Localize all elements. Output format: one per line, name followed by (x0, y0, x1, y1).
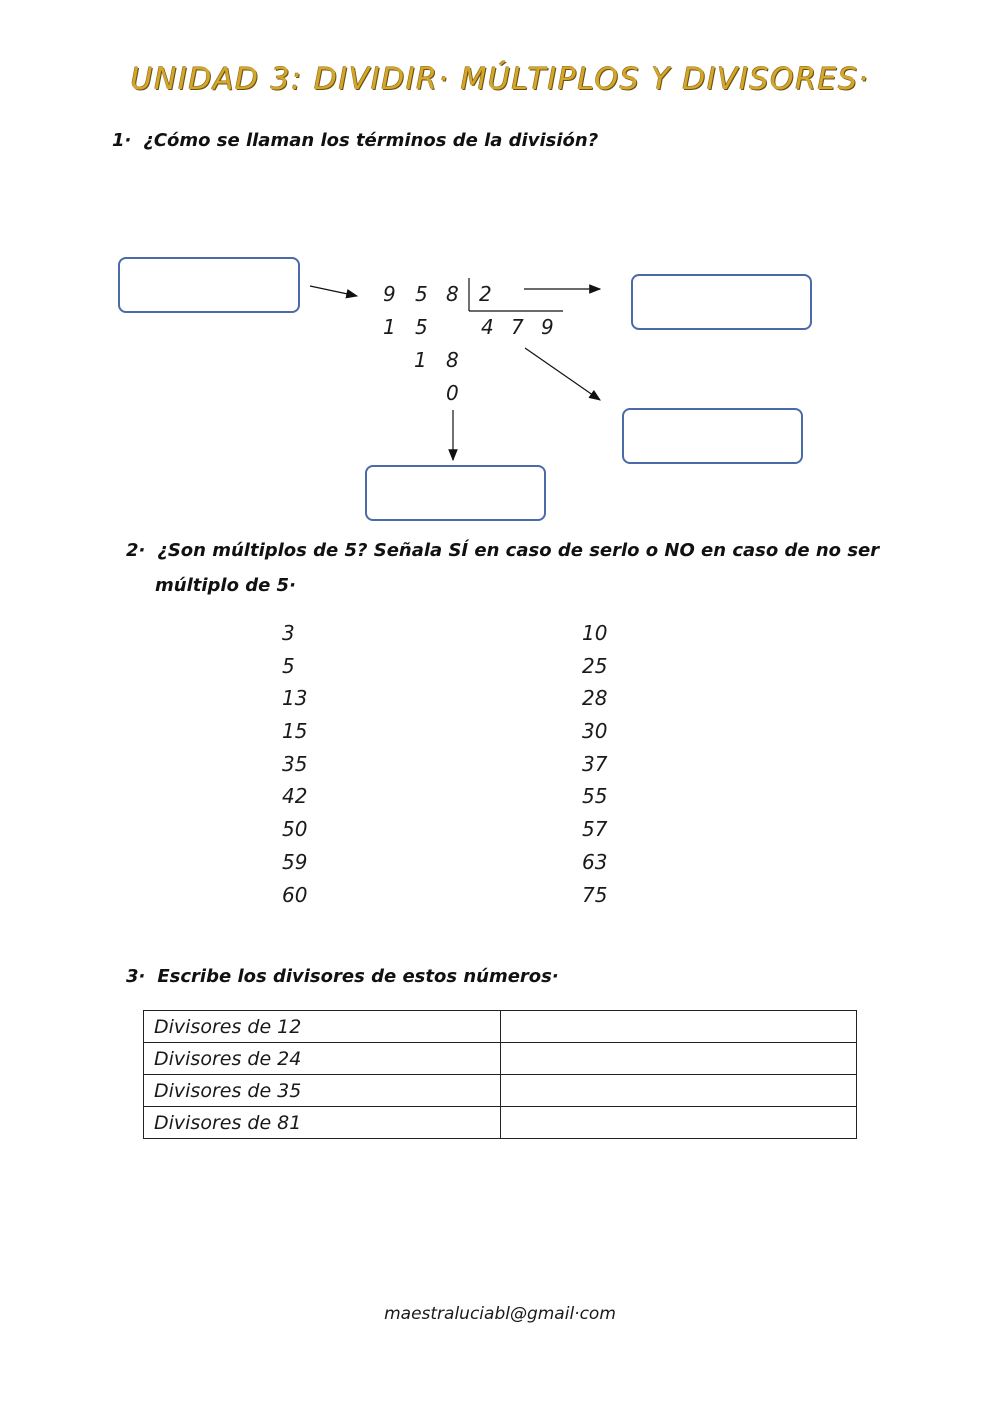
divisors-answer-cell[interactable] (501, 1043, 857, 1075)
divisors-label: Divisores de 12 (144, 1011, 501, 1043)
number-item: 13 (282, 686, 308, 711)
number-item: 3 (282, 621, 295, 645)
step-digit: 1 (383, 315, 396, 339)
divisor-digit: 2 (479, 282, 492, 306)
number-item: 42 (282, 784, 308, 809)
dividend-digit: 9 (383, 282, 396, 306)
quotient-digit: 7 (511, 315, 524, 339)
number-item: 37 (582, 751, 608, 776)
division-lines (0, 0, 1000, 560)
page-title: UNIDAD 3: DIVIDIR· MÚLTIPLOS Y DIVISORES· (130, 62, 870, 97)
divisors-answer-cell[interactable] (501, 1011, 857, 1043)
number-item: 35 (282, 751, 308, 776)
multiples-left-column (282, 617, 307, 911)
remainder-digit: 0 (446, 381, 459, 405)
question-2 (126, 540, 879, 561)
number-item: 5 (282, 653, 295, 678)
question-2-number: 2· (126, 540, 146, 561)
question-3 (126, 966, 559, 987)
divisors-label: Divisores de 35 (144, 1075, 501, 1107)
multiples-right-column (582, 617, 607, 911)
number-item: 59 (282, 849, 308, 874)
question-1-number: 1· (112, 130, 132, 151)
dividend-arrow (310, 286, 357, 296)
quotient-digit: 9 (541, 315, 554, 339)
step-digit: 8 (446, 348, 459, 372)
number-item: 28 (582, 686, 608, 711)
table-row (144, 1043, 857, 1075)
dividend-digit: 8 (446, 282, 459, 306)
step-digit: 1 (414, 348, 427, 372)
divisors-table (143, 1010, 857, 1139)
dividend-digit: 5 (415, 282, 428, 306)
footer-email: maestraluciabl@gmail·com (384, 1304, 616, 1324)
question-1-text: ¿Cómo se llaman los términos de la división? (143, 130, 599, 151)
quotient-arrow (525, 348, 600, 400)
quotient-digit: 4 (481, 315, 494, 339)
number-item: 25 (582, 653, 608, 678)
divisors-answer-cell[interactable] (501, 1075, 857, 1107)
divisors-label: Divisores de 81 (144, 1107, 501, 1139)
question-3-number: 3· (126, 966, 146, 987)
number-item: 55 (582, 784, 608, 809)
number-item: 75 (582, 882, 608, 907)
question-3-text: Escribe los divisores de estos números· (157, 966, 559, 987)
number-item: 60 (282, 882, 308, 907)
number-item: 50 (282, 817, 308, 842)
table-row (144, 1075, 857, 1107)
number-item: 15 (282, 719, 308, 744)
number-item: 10 (582, 621, 608, 645)
number-item: 57 (582, 817, 608, 842)
step-digit: 5 (415, 315, 428, 339)
number-item: 63 (582, 849, 608, 874)
table-row (144, 1107, 857, 1139)
divisors-label: Divisores de 24 (144, 1043, 501, 1075)
number-item: 30 (582, 719, 608, 744)
table-row (144, 1011, 857, 1043)
question-2-text-line2: múltiplo de 5· (155, 575, 296, 596)
divisors-answer-cell[interactable] (501, 1107, 857, 1139)
question-2-text-line1: ¿Son múltiplos de 5? Señala SÍ en caso de serlo o NO en caso de no ser (157, 540, 880, 561)
